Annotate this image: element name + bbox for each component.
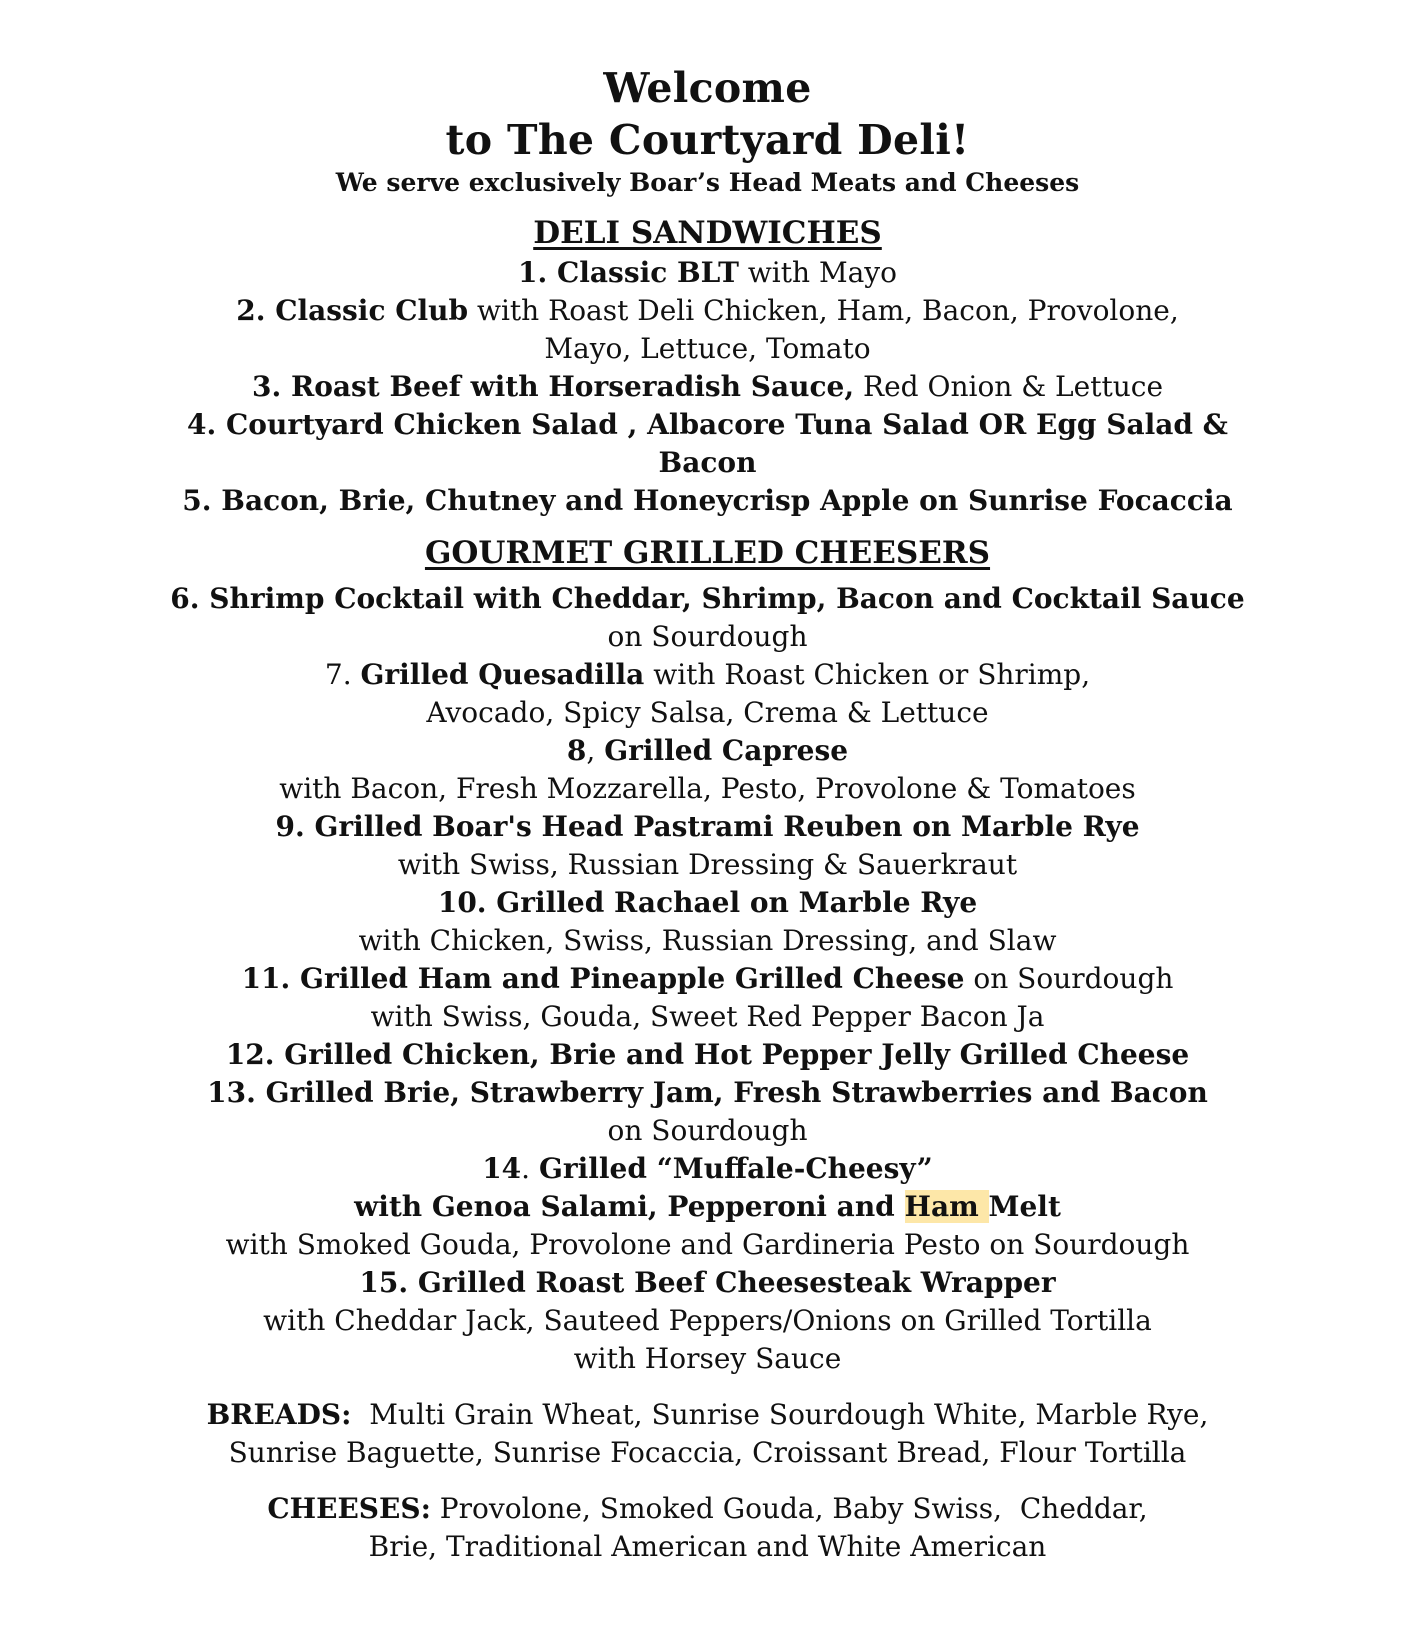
menu-item-8-name: Grilled Caprese <box>604 734 849 767</box>
menu-item-14-line2 <box>0 1188 1415 1226</box>
menu-item-8-separator: , <box>586 734 605 767</box>
highlighted-word: Ham <box>904 1190 989 1223</box>
breads-list-1: Multi Grain Wheat, Sunrise Sourdough White, Marble Rye, <box>351 1398 1209 1431</box>
menu-item-13-line1: 13. Grilled Brie, Strawberry Jam, Fresh Strawberries and Bacon <box>207 1076 1208 1109</box>
menu-item-14 <box>0 1150 1415 1188</box>
menu-item-14-name: Grilled “Muffale-Cheesy” <box>538 1152 933 1185</box>
menu-item-6-line1: 6. Shrimp Cocktail with Cheddar, Shrimp, Bacon and Cocktail Sauce <box>170 582 1245 615</box>
menu-item-4-line1: 4. Courtyard Chicken Salad , Albacore Tuna Salad OR Egg Salad & <box>187 408 1228 441</box>
cheeses-line2: Brie, Traditional American and White American <box>368 1530 1047 1563</box>
menu-item-9-line1: 9. Grilled Boar's Head Pastrami Reuben on Marble Rye <box>275 810 1140 843</box>
menu-item-11 <box>0 960 1415 998</box>
menu-item-7-name: Grilled Quesadilla <box>360 658 645 691</box>
menu-item-14-number: 14 <box>482 1152 522 1185</box>
menu-item-7-separator: . <box>342 658 361 691</box>
menu-item-14-line3: with Smoked Gouda, Provolone and Gardineria Pesto on Sourdough <box>225 1228 1190 1261</box>
menu-item-1 <box>0 254 1415 292</box>
page-title-line2: to The Courtyard Deli! <box>445 116 970 164</box>
menu-item-8 <box>0 732 1415 770</box>
breads-line1 <box>0 1396 1415 1434</box>
cheeses-label: CHEESES: <box>267 1492 431 1525</box>
menu-item-7-number: 7 <box>324 658 343 691</box>
menu-item-3 <box>0 368 1415 406</box>
menu-item-15-line3: with Horsey Sauce <box>573 1342 842 1375</box>
menu-item-2-desc-line2: Mayo, Lettuce, Tomato <box>544 332 871 365</box>
menu-item-7 <box>0 656 1415 694</box>
menu-item-11-name: 11. Grilled Ham and Pineapple Grilled Cheese <box>241 962 965 995</box>
menu-item-8-line2: with Bacon, Fresh Mozzarella, Pesto, Provolone & Tomatoes <box>279 772 1136 805</box>
menu-item-1-desc: with Mayo <box>738 256 897 289</box>
menu-item-3-desc: Red Onion & Lettuce <box>854 370 1164 403</box>
menu-item-10-line1: 10. Grilled Rachael on Marble Rye <box>437 886 978 919</box>
menu-item-9-line2: with Swiss, Russian Dressing & Sauerkraut <box>397 848 1018 881</box>
menu-item-14-separator: . <box>521 1152 539 1185</box>
menu-item-15-line1: 15. Grilled Roast Beef Cheesesteak Wrapper <box>359 1266 1056 1299</box>
cheeses-line1 <box>0 1490 1415 1528</box>
deli-sandwiches-heading: DELI SANDWICHES <box>533 215 882 251</box>
menu-item-12: 12. Grilled Chicken, Brie and Hot Pepper Jelly Grilled Cheese <box>225 1038 1190 1071</box>
menu-item-7-desc: with Roast Chicken or Shrimp, <box>644 658 1091 691</box>
page-title-line1: Welcome <box>603 64 812 112</box>
menu-item-5: 5. Bacon, Brie, Chutney and Honeycrisp Apple on Sunrise Focaccia <box>182 484 1233 517</box>
menu-item-2-name: 2. Classic Club <box>236 294 469 327</box>
menu-item-2 <box>0 292 1415 330</box>
menu-item-4-line2: Bacon <box>658 446 757 479</box>
menu-item-11-line2: with Swiss, Gouda, Sweet Red Pepper Bacon Ja <box>370 1000 1045 1033</box>
grilled-cheesers-heading: GOURMET GRILLED CHEESERS <box>424 535 991 571</box>
menu-item-14-line2-text: with Genoa Salami, Pepperoni and <box>354 1190 905 1223</box>
page-subtitle: We serve exclusively Boar’s Head Meats and Cheeses <box>335 168 1080 197</box>
breads-label: BREADS: <box>206 1398 352 1431</box>
menu-item-14-line2-end: Melt <box>988 1190 1061 1223</box>
breads-line2: Sunrise Baguette, Sunrise Focaccia, Croissant Bread, Flour Tortilla <box>228 1436 1187 1469</box>
menu-item-15-line2: with Cheddar Jack, Sauteed Peppers/Onions on Grilled Tortilla <box>263 1304 1152 1337</box>
menu-item-11-desc: on Sourdough <box>964 962 1174 995</box>
menu-item-2-desc: with Roast Deli Chicken, Ham, Bacon, Provolone, <box>468 294 1179 327</box>
menu-item-8-number: 8 <box>566 734 587 767</box>
menu-item-13-line2: on Sourdough <box>607 1114 808 1147</box>
cheeses-list-1: Provolone, Smoked Gouda, Baby Swiss, Cheddar, <box>430 1492 1148 1525</box>
menu-item-6-line2: on Sourdough <box>607 620 808 653</box>
menu-item-1-name: 1. Classic BLT <box>518 256 739 289</box>
menu-item-10-line2: with Chicken, Swiss, Russian Dressing, and Slaw <box>358 924 1057 957</box>
menu-item-3-name: 3. Roast Beef with Horseradish Sauce, <box>251 370 855 403</box>
menu-item-7-line2: Avocado, Spicy Salsa, Crema & Lettuce <box>426 696 989 729</box>
